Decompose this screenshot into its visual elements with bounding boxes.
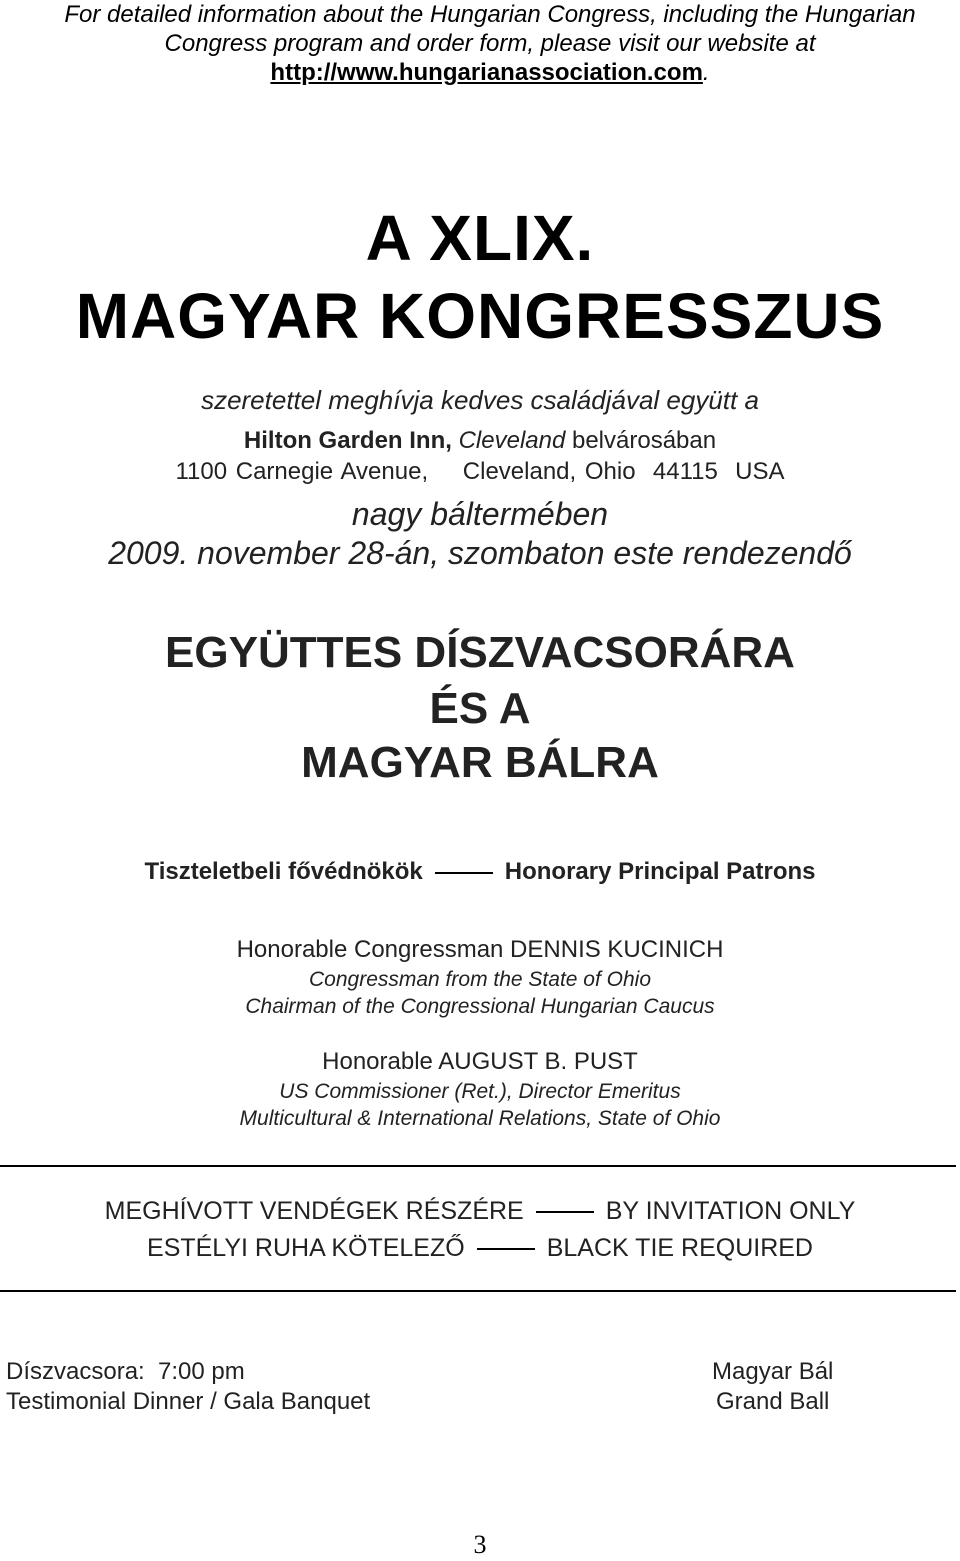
notice-2-hu: ESTÉLYI RUHA KÖTELEZŐ (147, 1234, 465, 1262)
website-link[interactable]: http://www.hungarianassociation.com (270, 59, 703, 86)
venue-suffix: belvárosában (565, 427, 717, 454)
title-line-1: A XLIX. (365, 202, 595, 274)
em-dash (477, 1248, 535, 1250)
dinner-label: Testimonial Dinner / Gala Banquet (6, 1388, 371, 1415)
patrons-heading-hu: Tiszteletbeli fővédnökök (144, 858, 423, 885)
notice-line-2 (0, 1234, 960, 1263)
ball-hu: Magyar Bál (712, 1358, 834, 1385)
schedule-dinner (6, 1357, 370, 1417)
intro-trailing: . (702, 59, 710, 86)
notice-1-hu: MEGHÍVOTT VENDÉGEK RÉSZÉRE (104, 1197, 524, 1225)
venue-name: Hilton Garden Inn, (243, 427, 452, 454)
patron2-title-1: US Commissioner (Ret.), Director Emeritus (279, 1080, 681, 1103)
event-line-1: EGYÜTTES DÍSZVACSORÁRA (165, 628, 795, 677)
divider-top (0, 1165, 956, 1167)
patron1-title-2: Chairman of the Congressional Hungarian Caucus (245, 995, 715, 1018)
date-line: 2009. november 28-án, szombaton este rendezendő (108, 535, 852, 571)
dinner-time: Díszvacsora: 7:00 pm (6, 1358, 245, 1385)
em-dash (536, 1211, 594, 1213)
intro-text: For detailed information about the Hungarian Congress, including the Hungarian Congress program and order form, please visit our website at (64, 1, 916, 57)
patrons-heading-en: Honorary Principal Patrons (504, 858, 816, 885)
ball-en: Grand Ball (716, 1388, 830, 1415)
patron2-title-2: Multicultural & International Relations, State of Ohio (239, 1107, 721, 1130)
event-line-3: MAGYAR BÁLRA (301, 738, 659, 787)
venue-city: Cleveland (458, 427, 566, 454)
hall-line: nagy báltermében (351, 496, 609, 532)
address-line: 1100 Carnegie Avenue, Cleveland, Ohio 44115 USA (175, 458, 785, 485)
invitation-line: szeretettel meghívja kedves családjával együtt a (201, 385, 759, 415)
notice-1-en: BY INVITATION ONLY (605, 1197, 856, 1225)
notice-2-en: BLACK TIE REQUIRED (546, 1234, 813, 1262)
page-number: 3 (473, 1530, 487, 1559)
venue-line (0, 427, 960, 455)
em-dash (435, 872, 493, 874)
notice-line-1 (0, 1197, 960, 1226)
schedule-ball (712, 1357, 833, 1417)
patron2-name: Honorable AUGUST B. PUST (322, 1048, 638, 1075)
title-line-2: MAGYAR KONGRESSZUS (75, 280, 885, 352)
patron1-title-1: Congressman from the State of Ohio (309, 968, 651, 991)
divider-bottom (0, 1290, 956, 1292)
patrons-heading (0, 858, 960, 886)
intro-paragraph (60, 0, 920, 87)
patron1-name: Honorable Congressman DENNIS KUCINICH (236, 936, 724, 963)
event-line-2: ÉS A (429, 684, 531, 733)
